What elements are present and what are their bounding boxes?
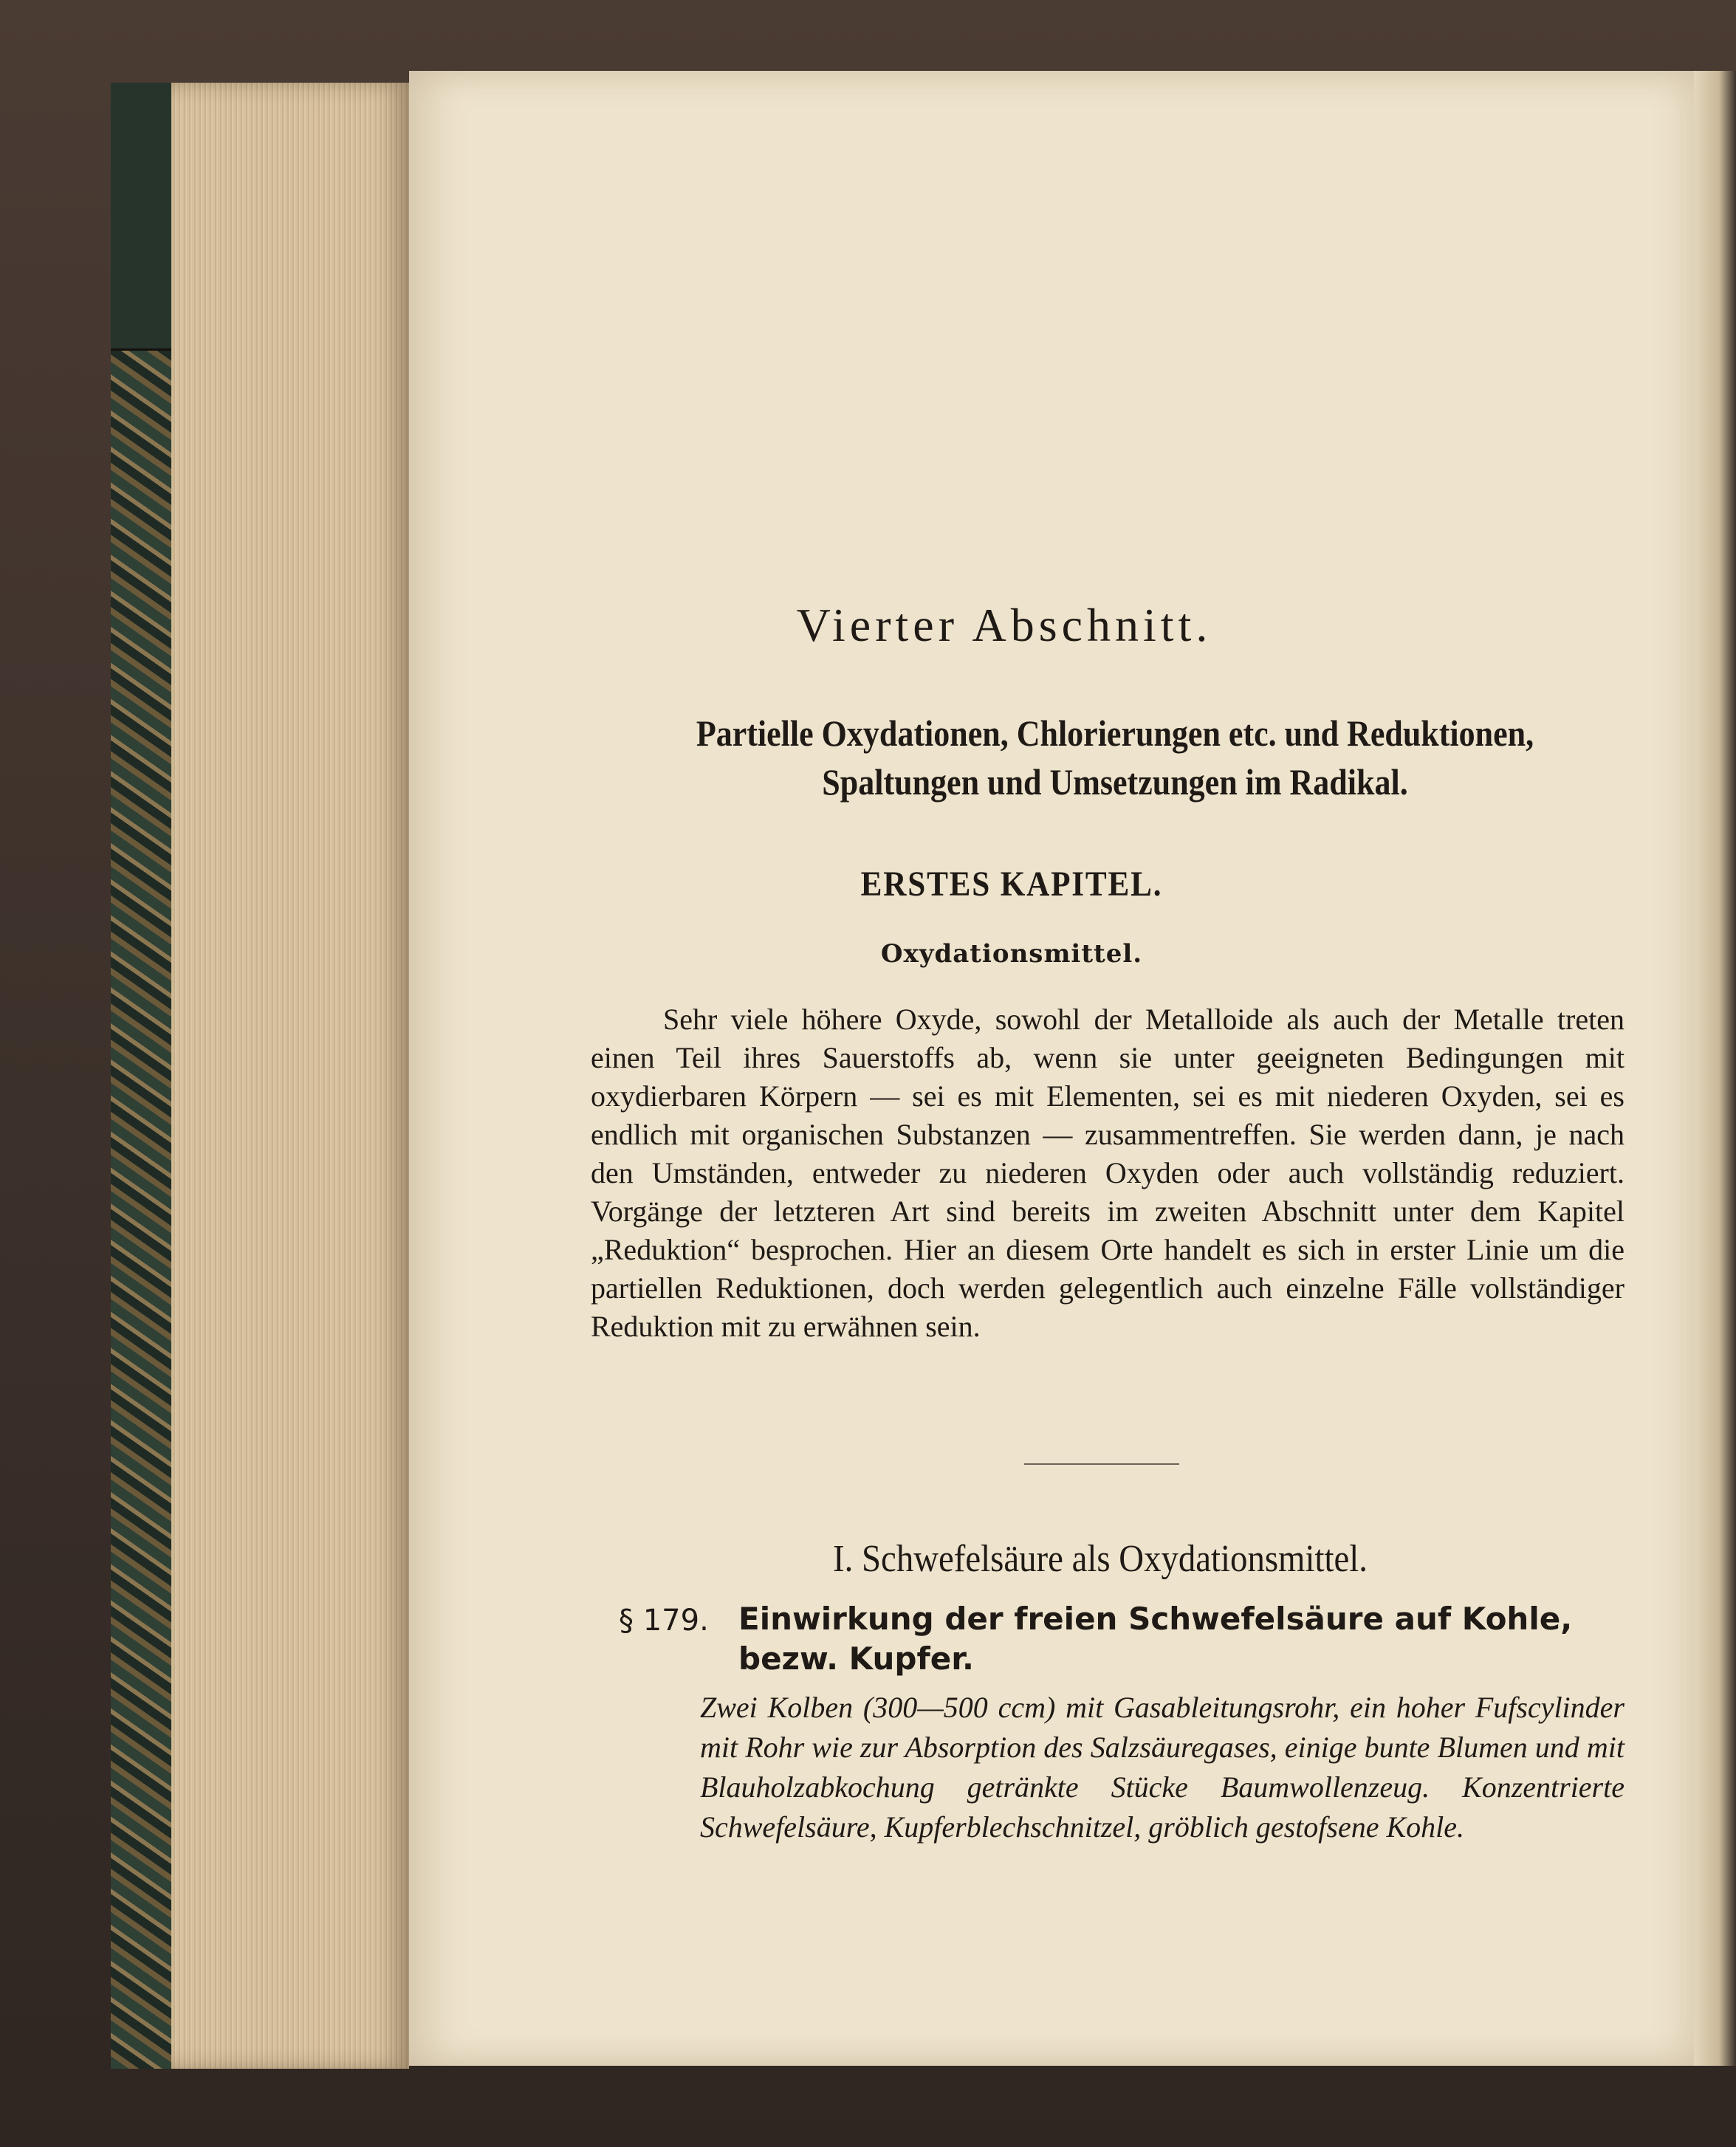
- paragraph-number: § 179.: [619, 1604, 709, 1638]
- section-subtitle: [647, 709, 1582, 806]
- subtitle-line-1: Partielle Oxydationen, Chlorierungen etc. und Reduktionen,: [696, 712, 1534, 754]
- page-edges: [171, 83, 409, 2069]
- marbled-cover: [111, 83, 174, 2069]
- divider-rule: [1024, 1463, 1179, 1465]
- chapter-subtitle: Oxydationsmittel.: [880, 939, 1143, 969]
- section-title: Vierter Abschnitt.: [796, 599, 1212, 651]
- subsection-heading: I. Schwefelsäure als Oxydationsmittel.: [833, 1538, 1368, 1580]
- chapter-heading: ERSTES KAPITEL.: [860, 865, 1163, 904]
- book-spine: [111, 83, 171, 351]
- body-paragraph: Sehr viele höhere Oxyde, sowohl der Metalloide als auch der Metalle treten einen Teil ihres Sauerstoffs ab, wenn sie unter geeigneten Bedingungen mit oxydierbaren Körpern — sei es mit Elementen, sei es mit niederen Oxyden, sei es endlich mit organischen Substanzen — zusammentreffen. Sie werden dann, je nach den Umständen, entweder zu niederen Oxyden oder auch vollständig reduziert. Vorgänge der letzteren Art sind bereits im zweiten Abschnitt unter dem Kapitel „Reduktion“ besprochen. Hier an diesem Orte handelt es sich in erster Linie um die partiellen Reduktionen, doch werden gelegentlich auch einzelne Fälle vollständiger Reduktion mit zu erwähnen sein.: [591, 1003, 1625, 1343]
- subtitle-line-2: Spaltungen und Umsetzungen im Radikal.: [822, 761, 1408, 803]
- materials-list: Zwei Kolben (300—500 ccm) mit Gasableitungsrohr, ein hoher Fufscylinder mit Rohr wie zur Absorption des Salzsäuregases, einige bunte Blumen und mit Blauholzabkochung getränkte Stücke Baumwollenzeug. Konzentrierte Schwefelsäure, Kupferblechschnitzel, gröblich gestofsene Kohle.: [700, 1691, 1625, 1844]
- paragraph-title: Einwirkung der freien Schwefelsäure auf Kohle, bezw. Kupfer.: [738, 1601, 1573, 1677]
- page-right-edge: [1694, 71, 1736, 2066]
